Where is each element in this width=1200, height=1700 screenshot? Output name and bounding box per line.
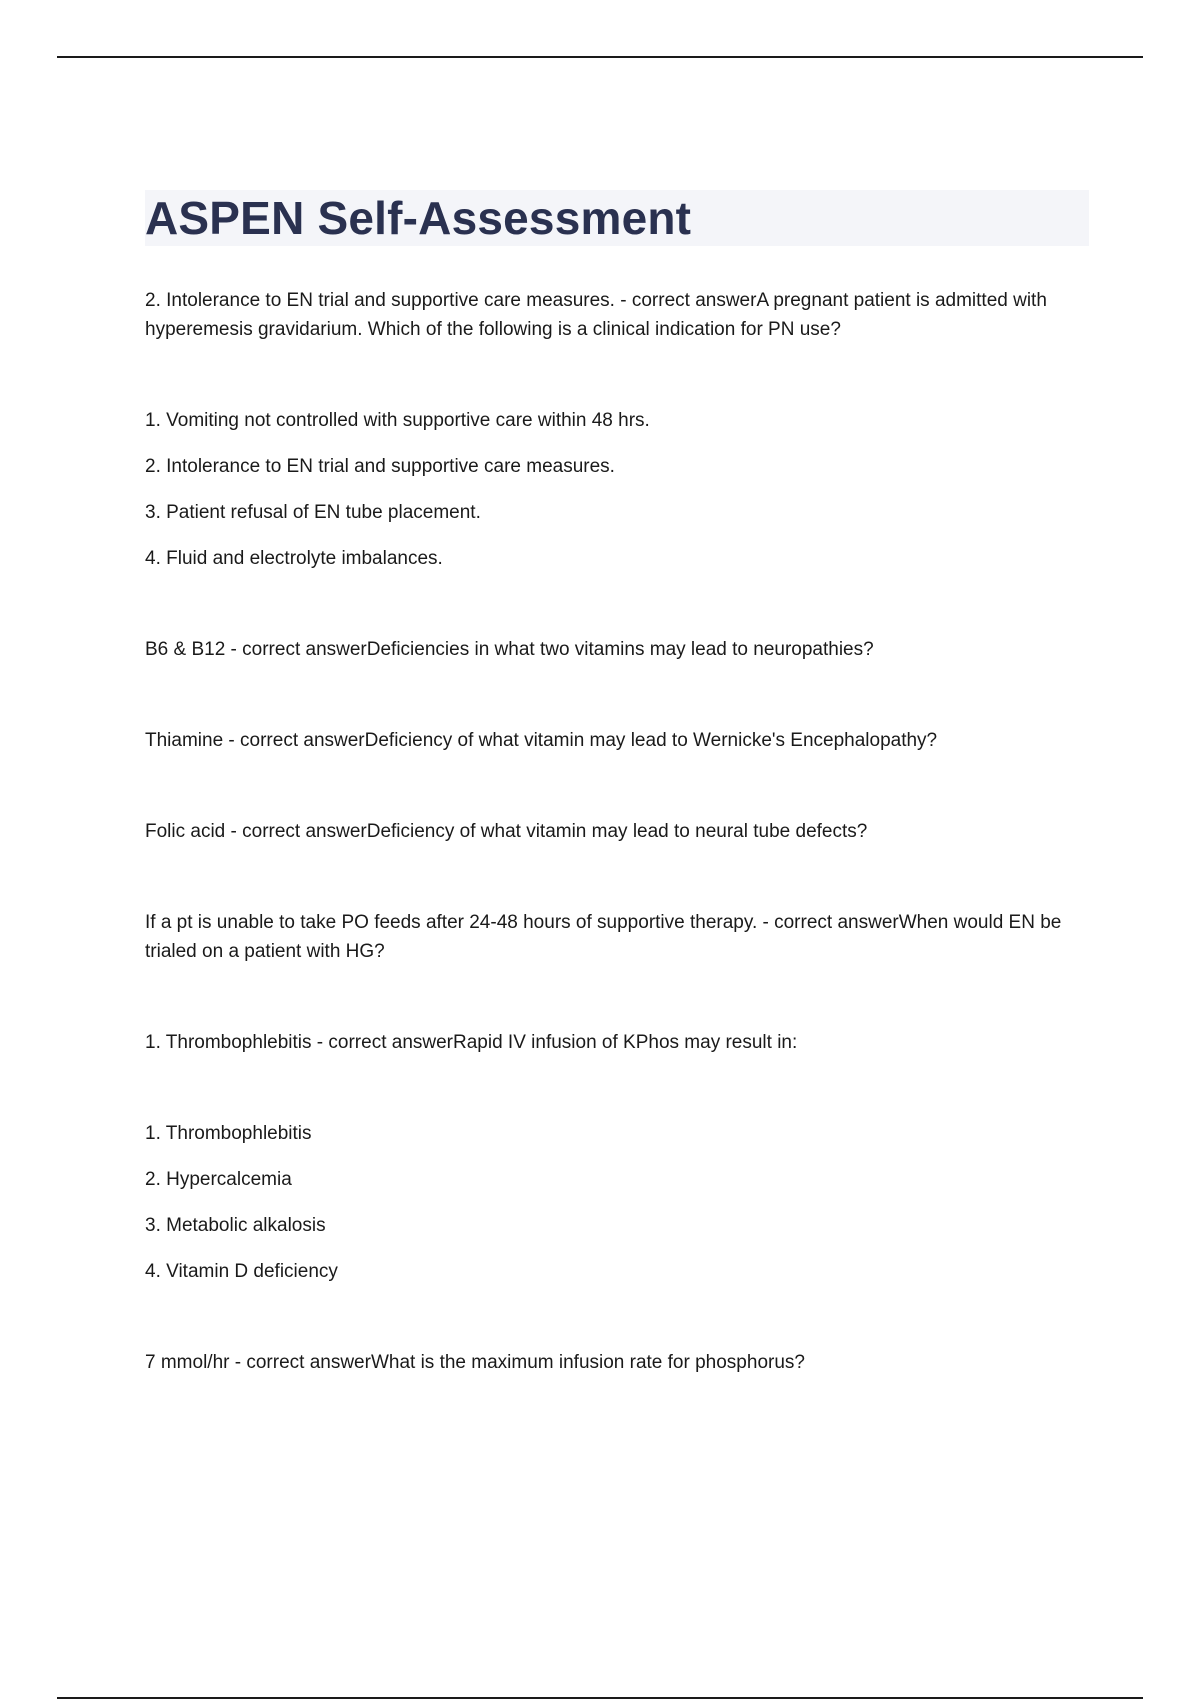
option-item: 1. Thrombophlebitis — [145, 1123, 312, 1144]
qa-text: Folic acid - correct answerDeficiency of what vitamin may lead to neural tube defects? — [145, 821, 868, 842]
top-rule — [57, 56, 1143, 58]
option-item: 4. Fluid and electrolyte imbalances. — [145, 548, 443, 569]
qa-text: 2. Intolerance to EN trial and supportive care measures. - correct answerA pregnant patient is admitted with hyperemesis gravidarium. Which of the following is a clinical indication for PN use? — [145, 290, 1047, 340]
qa-item — [145, 1028, 1089, 1057]
qa-item — [145, 726, 1089, 755]
option-item: 3. Patient refusal of EN tube placement. — [145, 502, 481, 523]
bottom-rule — [57, 1697, 1143, 1699]
option-item: 1. Vomiting not controlled with supportive care within 48 hrs. — [145, 410, 650, 431]
option-list — [145, 406, 1089, 573]
title-band — [145, 190, 1089, 246]
qa-text: Thiamine - correct answerDeficiency of what vitamin may lead to Wernicke's Encephalopathy? — [145, 730, 938, 751]
page-content — [145, 190, 1089, 1439]
qa-text: 1. Thrombophlebitis - correct answerRapid IV infusion of KPhos may result in: — [145, 1032, 798, 1053]
option-list — [145, 1119, 1089, 1286]
option-item: 3. Metabolic alkalosis — [145, 1215, 326, 1236]
qa-item — [145, 817, 1089, 846]
qa-item — [145, 635, 1089, 664]
option-item: 2. Hypercalcemia — [145, 1169, 292, 1190]
qa-text: 7 mmol/hr - correct answerWhat is the maximum infusion rate for phosphorus? — [145, 1352, 805, 1373]
qa-text: If a pt is unable to take PO feeds after 24-48 hours of supportive therapy. - correct answerWhen would EN be trialed on a patient with HG? — [145, 912, 1062, 962]
qa-item — [145, 286, 1089, 344]
qa-item — [145, 1348, 1089, 1377]
qa-item — [145, 908, 1089, 966]
qa-text: B6 & B12 - correct answerDeficiencies in what two vitamins may lead to neuropathies? — [145, 639, 874, 660]
page-title: ASPEN Self-Assessment — [145, 192, 692, 244]
option-item: 4. Vitamin D deficiency — [145, 1261, 338, 1282]
option-item: 2. Intolerance to EN trial and supportive care measures. — [145, 456, 615, 477]
